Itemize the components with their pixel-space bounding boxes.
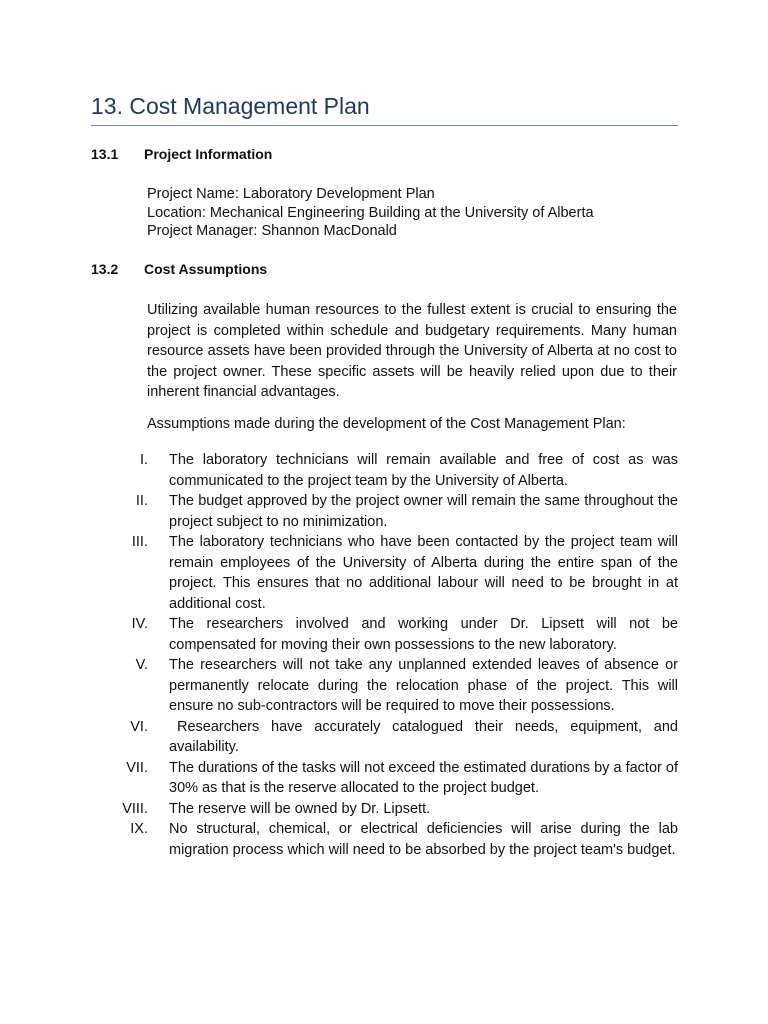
list-numeral: VIII. xyxy=(122,800,148,817)
project-manager-line: Project Manager: Shannon MacDonald xyxy=(147,223,397,239)
list-item xyxy=(91,758,678,799)
section-heading-project-information xyxy=(91,146,272,162)
project-name-line: Project Name: Laboratory Development Plan xyxy=(147,186,435,202)
document-title: 13. Cost Management Plan xyxy=(91,93,370,119)
list-item xyxy=(91,819,678,860)
section-title: Cost Assumptions xyxy=(144,261,268,277)
list-item xyxy=(91,450,678,491)
list-item-text: The budget approved by the project owner will remain the same throughout the project subject to no minimization. xyxy=(169,493,678,530)
section-title: Project Information xyxy=(144,146,273,162)
list-item xyxy=(91,614,678,655)
list-numeral: I. xyxy=(139,452,148,468)
list-item-text: The laboratory technicians who have been contacted by the project team will remain employees of the University of Alberta during the entire span of the project. This ensures that no additional labour will need to be brought in at additional cost. xyxy=(169,534,678,612)
assumptions-list xyxy=(91,450,678,860)
cost-assumptions-paragraph: Utilizing available human resources to the fullest extent is crucial to ensuring the project is completed within schedule and budgetary requirements. Many human resource assets have been provided through the University of Alberta at no cost to the project owner. These specific assets will be heavily relied upon due to their inherent financial advantages. xyxy=(147,302,677,400)
list-numeral: II. xyxy=(135,493,148,509)
list-item xyxy=(91,717,678,758)
list-item xyxy=(91,799,678,820)
assumptions-intro: Assumptions made during the development of the Cost Management Plan: xyxy=(147,416,626,432)
list-item-text: The researchers involved and working under Dr. Lipsett will not be compensated for moving their own possessions to the new laboratory. xyxy=(169,616,678,653)
section-number: 13.1 xyxy=(91,146,119,162)
list-numeral: III. xyxy=(131,534,148,550)
list-item-text: The researchers will not take any unplanned extended leaves of absence or permanently relocate during the relocation phase of the project. This will ensure no sub-contractors will be required to move their possessions. xyxy=(169,657,678,714)
list-item-text: The durations of the tasks will not exceed the estimated durations by a factor of 30% as that is the reserve allocated to the project budget. xyxy=(169,759,678,796)
list-item xyxy=(91,655,678,717)
list-numeral: IV. xyxy=(131,616,148,632)
list-numeral: V. xyxy=(135,657,148,673)
list-item xyxy=(91,491,678,532)
title-underline xyxy=(91,125,678,126)
list-numeral: VI. xyxy=(130,718,148,735)
list-item xyxy=(91,532,678,614)
section-number: 13.2 xyxy=(91,261,119,277)
list-item-text: The reserve will be owned by Dr. Lipsett. xyxy=(169,800,431,817)
project-info-block xyxy=(147,185,594,241)
list-item-text: The laboratory technicians will remain available and free of cost as was communicated to the project team by the University of Alberta. xyxy=(169,452,678,489)
list-item-text: Researchers have accurately catalogued their needs, equipment, and availability. xyxy=(169,718,678,755)
section-heading-cost-assumptions xyxy=(91,261,267,277)
list-numeral: VII. xyxy=(126,759,148,776)
list-item-text: No structural, chemical, or electrical deficiencies will arise during the lab migration process which will need to be absorbed by the project team's budget. xyxy=(169,821,678,858)
list-numeral: IX. xyxy=(130,821,148,837)
location-line: Location: Mechanical Engineering Building at the University of Alberta xyxy=(147,204,594,221)
